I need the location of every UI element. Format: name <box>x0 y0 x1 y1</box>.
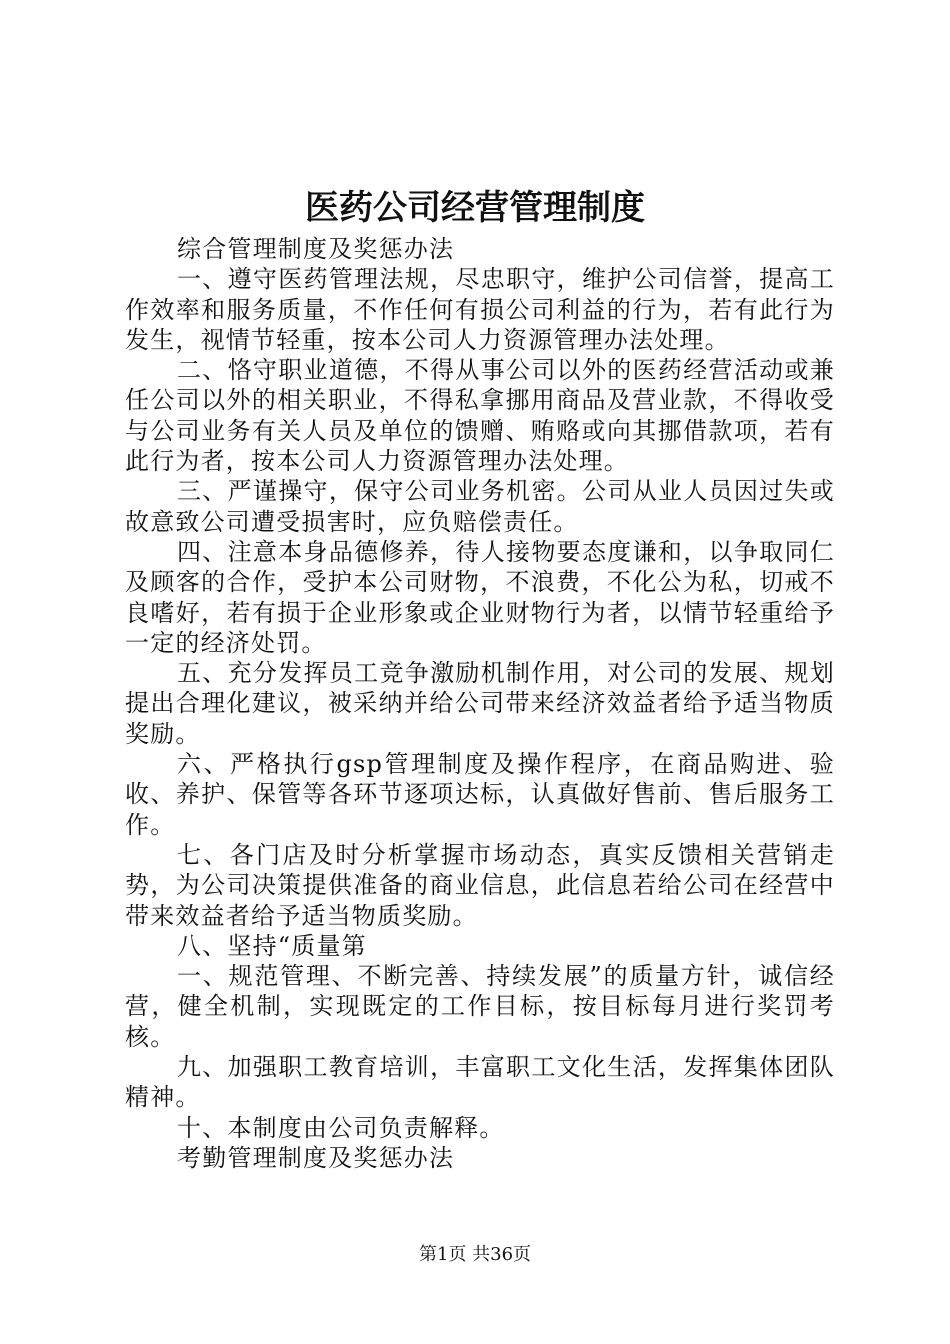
paragraph-item-3: 三、严谨操守，保守公司业务机密。公司从业人员因过失或故意致公司遭受损害时，应负赔偿责任。 <box>125 477 835 536</box>
paragraph-item-10: 十、本制度由公司负责解释。 <box>177 1113 505 1142</box>
paragraph-item-4: 四、注意本身品德修养，待人接物要态度谦和，以争取同仁及顾客的合作，受护本公司财物，不浪费，不化公为私，切戒不良嗜好，若有损于企业形象或企业财物行为者，以情节轻重给予一定的经济处罚。 <box>125 537 835 657</box>
page-number-footer: 第1页 共36页 <box>418 1244 532 1265</box>
paragraph-item-5: 五、充分发挥员工竞争激励机制作用，对公司的发展、规划提出合理化建议，被采纳并给公司带来经济效益者给予适当物质奖励。 <box>125 659 835 748</box>
section-heading-attendance: 考勤管理制度及奖惩办法 <box>177 1143 455 1172</box>
document-title: 医药公司经营管理制度 <box>305 188 645 228</box>
paragraph-item-9: 九、加强职工教育培训，丰富职工文化生活，发挥集体团队精神。 <box>125 1053 835 1112</box>
paragraph-item-7: 七、各门店及时分析掌握市场动态，真实反馈相关营销走势，为公司决策提供准备的商业信息，此信息若给公司在经营中带来效益者给予适当物质奖励。 <box>125 840 835 930</box>
section-heading-general: 综合管理制度及奖惩办法 <box>177 235 455 263</box>
document-body <box>125 234 835 1173</box>
paragraph-item-6: 六、严格执行gsp管理制度及操作程序，在商品购进、验收、养护、保管等各环节逐项达标，认真做好售前、售后服务工作。 <box>125 750 835 839</box>
paragraph-item-8: 八、坚持“质量第 <box>177 931 367 960</box>
paragraph-item-2: 二、恪守职业道德，不得从事公司以外的医药经营活动或兼任公司以外的相关职业，不得私拿挪用商品及营业款，不得收受与公司业务有关人员及单位的馈赠、贿赂或向其挪借款项，若有此行为者，按本公司人力资源管理办法处理。 <box>125 356 835 476</box>
paragraph-item-1: 一、遵守医药管理法规，尽忠职守，维护公司信誉，提高工作效率和服务质量，不作任何有损公司利益的行为，若有此行为发生，视情节轻重，按本公司人力资源管理办法处理。 <box>125 265 835 354</box>
paragraph-item-8-continued: 一、规范管理、不断完善、持续发展”的质量方针，诚信经营，健全机制，实现既定的工作目标，按目标每月进行奖罚考核。 <box>125 962 835 1051</box>
